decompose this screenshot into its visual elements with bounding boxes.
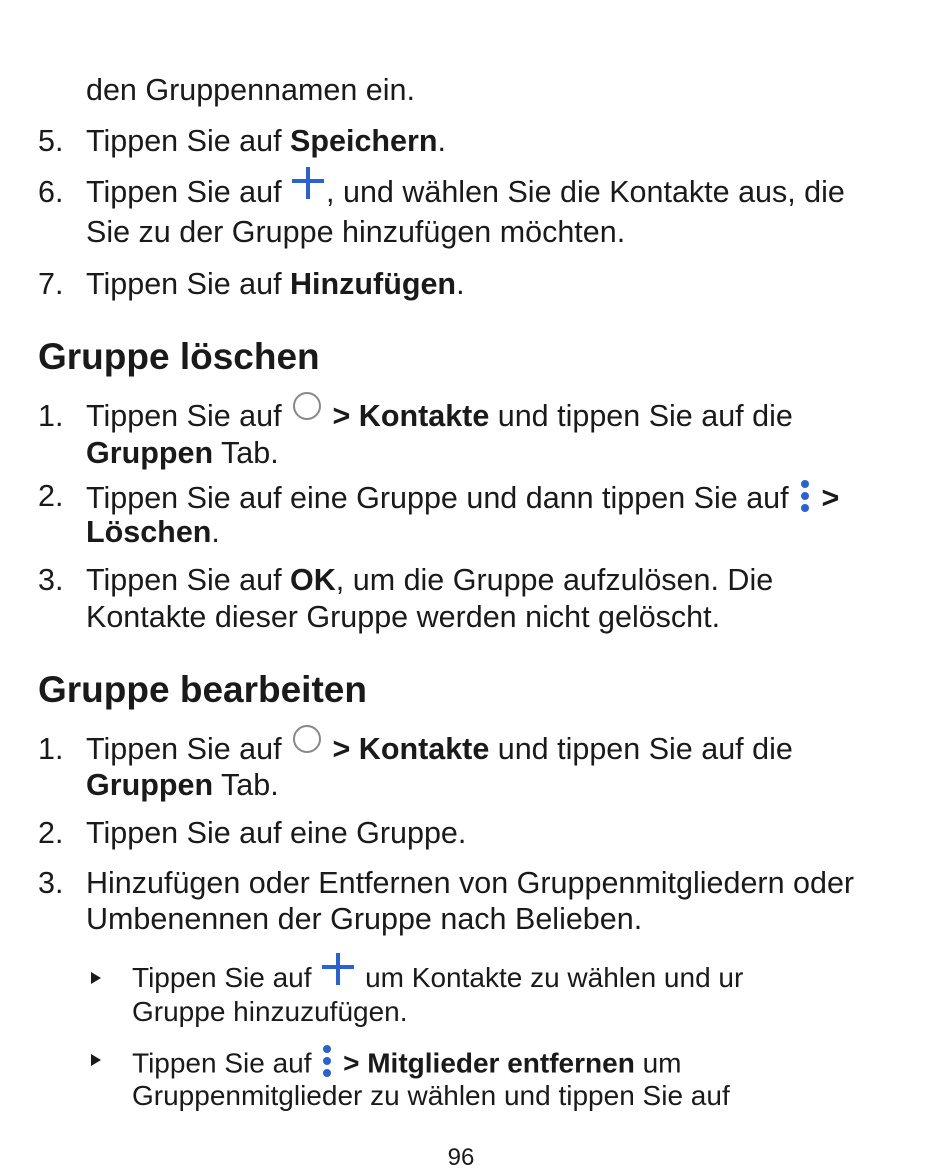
step-number: 1. [38, 732, 64, 766]
step-text-line2: Kontakte dieser Gruppe werden nicht gelöscht. [86, 600, 721, 634]
step-number: 7. [38, 267, 64, 301]
home-circle-icon [290, 722, 324, 764]
step-text-line2: Sie zu der Gruppe hinzufügen möchten. [86, 215, 626, 249]
step-text: Tippen Sie auf OK, um die Gruppe aufzulösen. Die [86, 563, 774, 597]
step-text-line2: Löschen. [86, 515, 220, 549]
step-text: Tippen Sie auf > Kontakte und tippen Sie auf die [86, 731, 793, 767]
step-text-line2: Umbenennen der Gruppe nach Belieben. [86, 902, 643, 936]
step-text-line2: Gruppen Tab. [86, 436, 279, 470]
step-text: Hinzufügen oder Entfernen von Gruppenmitgliedern oder [86, 866, 855, 900]
continued-text: den Gruppennamen ein. [86, 73, 415, 107]
section-title-edit: Gruppe bearbeiten [38, 669, 367, 710]
bullet-triangle-icon [91, 972, 101, 984]
step-number: 3. [38, 866, 64, 900]
plus-icon [290, 165, 326, 209]
step-number: 6. [38, 175, 64, 209]
section-title-delete: Gruppe löschen [38, 336, 320, 377]
bullet-text-line2: Gruppenmitglieder zu wählen und tippen Sie auf [132, 1080, 730, 1111]
more-vertical-icon [797, 478, 813, 522]
step-text: Tippen Sie auf , und wählen Sie die Kontakte aus, die [86, 174, 845, 210]
step-text: Tippen Sie auf Hinzufügen. [86, 267, 465, 301]
step-number: 2. [38, 816, 64, 850]
step-number: 3. [38, 563, 64, 597]
step-text-line2: Gruppen Tab. [86, 768, 279, 802]
bullet-triangle-icon [91, 1054, 101, 1066]
bullet-text: Tippen Sie auf um Kontakte zu wählen und ur [132, 961, 743, 995]
step-text: Tippen Sie auf Speichern. [86, 124, 446, 158]
bullet-text: Tippen Sie auf > Mitglieder entfernen um [132, 1044, 682, 1086]
step-text: Tippen Sie auf eine Gruppe und dann tippen Sie auf > [86, 478, 839, 522]
step-number: 2. [38, 479, 64, 513]
plus-icon [319, 952, 357, 994]
home-circle-icon [290, 389, 324, 431]
step-text: Tippen Sie auf eine Gruppe. [86, 816, 467, 850]
step-text: Tippen Sie auf > Kontakte und tippen Sie auf die [86, 398, 793, 434]
step-number: 5. [38, 124, 64, 158]
page-number: 96 [447, 1144, 475, 1171]
bullet-text-line2: Gruppe hinzuzufügen. [132, 996, 408, 1027]
step-number: 1. [38, 399, 64, 433]
